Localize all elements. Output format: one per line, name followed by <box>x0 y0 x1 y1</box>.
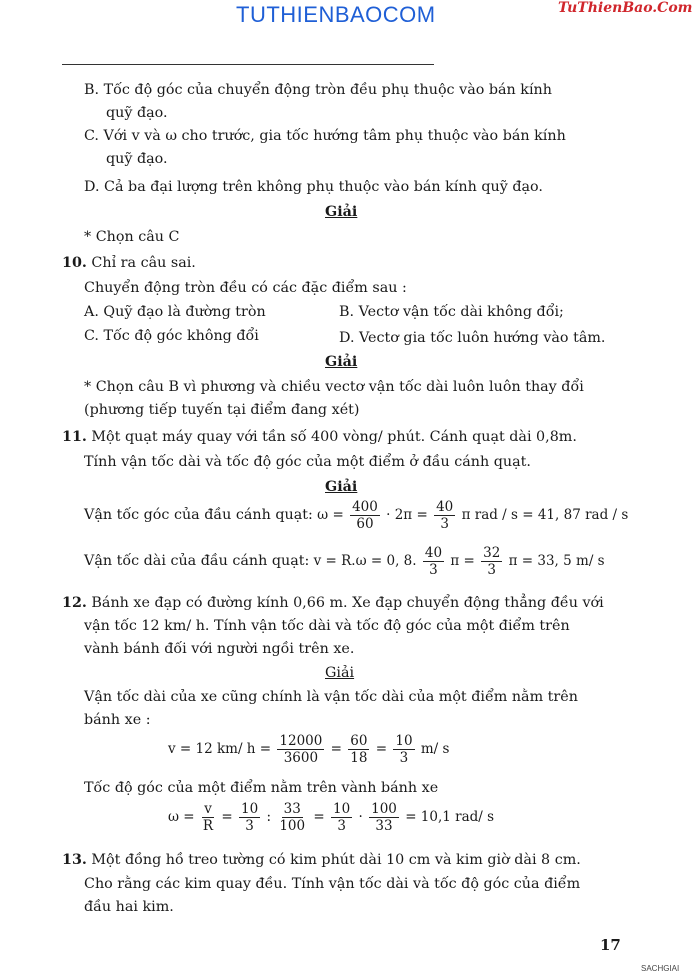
q11-eq2-fraction2 <box>481 545 502 578</box>
q13-line2: Cho rằng các kim quay đều. Tính vận tốc dài và tốc độ góc của điểm <box>84 876 581 892</box>
q10-title-text: Chỉ ra câu sai. <box>91 255 196 271</box>
q12-solution-heading: Giải <box>325 665 355 681</box>
q12-eq1-fraction1 <box>277 733 324 766</box>
q12-line1 <box>62 593 604 613</box>
denominator: 18 <box>350 750 368 766</box>
page-number: 17 <box>600 936 621 954</box>
q12-line1-text: Bánh xe đạp có đường kính 0,66 m. Xe đạp chuyển động thẳng đều với <box>91 595 604 611</box>
denominator: 3 <box>337 818 346 834</box>
denominator: 33 <box>375 818 393 834</box>
q12-eq1-fraction3 <box>393 733 414 766</box>
q12-eq2-part6: = 10,1 rad/ s <box>405 809 495 825</box>
q10-number: 10. <box>62 255 87 271</box>
q12-eq1-part3: = <box>375 741 388 757</box>
q10-title <box>62 253 196 273</box>
q11-equation-angular <box>84 499 628 532</box>
denominator: 3 <box>399 750 409 766</box>
q11-line2: Tính vận tốc dài và tốc độ góc của một điểm ở đầu cánh quạt. <box>84 454 531 470</box>
q10-answer: * Chọn câu B vì phương và chiều vectơ vận tốc dài luôn luôn thay đổi <box>84 379 584 395</box>
q9-option-b-cont: quỹ đạo. <box>106 105 168 121</box>
q10-stem: Chuyển động tròn đều có các đặc điểm sau : <box>84 280 407 296</box>
q9-option-c: C. Với v và ω cho trước, gia tốc hướng tâm phụ thuộc vào bán kính <box>84 128 566 144</box>
q12-eq2-part3: : <box>266 809 272 825</box>
watermark-logo: SACHGIAI <box>641 964 680 973</box>
q11-eq2-part3: π = 33, 5 m/ s <box>508 553 605 569</box>
q13-line3: đầu hai kim. <box>84 899 174 915</box>
q10-option-d: D. Vectơ gia tốc luôn hướng vào tâm. <box>339 330 606 346</box>
header-divider <box>62 64 434 65</box>
q11-eq2-part2: π = <box>450 553 475 569</box>
denominator: 3 <box>429 562 438 578</box>
q12-eq1-part2: = <box>330 741 342 757</box>
q12-eq2-fraction2 <box>239 801 260 834</box>
q12-eq1-fraction2 <box>348 733 369 766</box>
q9-answer: * Chọn câu C <box>84 229 180 245</box>
q12-number: 12. <box>62 595 87 611</box>
q12-eq1-part4: m/ s <box>420 741 450 757</box>
denominator: 3 <box>245 818 254 834</box>
numerator: 10 <box>241 801 259 817</box>
numerator: 60 <box>350 733 368 749</box>
numerator: 10 <box>333 801 351 817</box>
q13-number: 13. <box>62 852 87 868</box>
q11-eq1-fraction1 <box>350 499 380 532</box>
q12-eq1-part1: v = 12 km/ h = <box>168 741 272 757</box>
q12-line2: vận tốc 12 km/ h. Tính vận tốc dài và tốc độ góc của một điểm trên <box>84 618 570 634</box>
q12-eq2-part5: · <box>358 809 363 825</box>
q12-eq2-fraction3 <box>277 801 307 834</box>
q11-eq1-part1: ω = <box>317 507 344 523</box>
numerator: 12000 <box>279 733 323 749</box>
denominator: R <box>202 818 214 834</box>
q13-line1-text: Một đồng hồ treo tường có kim phút dài 10 cm và kim giờ dài 8 cm. <box>91 852 581 868</box>
q12-eq2-fraction1 <box>201 801 215 834</box>
site-logo: TuThienBao.Com <box>558 0 693 16</box>
q10-option-c: C. Tốc độ góc không đổi <box>84 328 259 344</box>
numerator: v <box>204 801 212 817</box>
numerator: 33 <box>283 801 301 817</box>
q10-solution-heading: Giải <box>325 354 358 370</box>
denominator: 3 <box>487 562 497 578</box>
q12-eq2-fraction5 <box>369 801 399 834</box>
numerator: 32 <box>483 545 501 561</box>
q10-answer-cont: (phương tiếp tuyến tại điểm đang xét) <box>84 402 360 418</box>
q11-eq2-part1: v = R.ω = 0, 8. <box>313 553 417 569</box>
q11-eq1-label: Vận tốc góc của đầu cánh quạt: <box>84 507 313 523</box>
q12-eq2-part2: = <box>221 809 233 825</box>
q12-text1: Vận tốc dài của xe cũng chính là vận tốc dài của một điểm nằm trên <box>84 689 578 705</box>
q12-line3: vành bánh đối với người ngồi trên xe. <box>84 641 355 657</box>
q11-eq2-label: Vận tốc dài của đầu cánh quạt: <box>84 553 310 569</box>
numerator: 100 <box>371 801 397 817</box>
q11-line1 <box>62 427 577 447</box>
q11-eq1-fraction2 <box>434 499 455 532</box>
q9-option-d: D. Cả ba đại lượng trên không phụ thuộc vào bán kính quỹ đạo. <box>84 179 543 195</box>
q10-option-a: A. Quỹ đạo là đường tròn <box>84 304 266 320</box>
q11-equation-linear <box>84 545 605 578</box>
numerator: 400 <box>352 499 378 515</box>
numerator: 40 <box>424 545 443 561</box>
q12-eq2-part4: = <box>313 809 325 825</box>
q11-line1-text: Một quạt máy quay với tần số 400 vòng/ phút. Cánh quạt dài 0,8m. <box>91 429 577 445</box>
q11-number: 11. <box>62 429 87 445</box>
q11-eq1-part2: · 2π = <box>386 507 428 523</box>
numerator: 40 <box>436 499 454 515</box>
q12-equation-angular <box>168 801 494 834</box>
denominator: 3 <box>440 516 449 532</box>
q12-text2: bánh xe : <box>84 712 151 728</box>
denominator: 3600 <box>283 750 319 766</box>
q12-text3: Tốc độ góc của một điểm nằm trên vành bánh xe <box>84 780 439 796</box>
q11-eq2-fraction1 <box>423 545 444 578</box>
q9-option-c-cont: quỹ đạo. <box>106 151 168 167</box>
denominator: 100 <box>279 818 306 834</box>
q12-eq2-part1: ω = <box>168 809 195 825</box>
denominator: 60 <box>356 516 374 532</box>
q10-option-b: B. Vectơ vận tốc dài không đổi; <box>339 304 564 320</box>
site-brand: TUTHIENBAOCOM <box>236 2 436 27</box>
q11-eq1-part3: π rad / s = 41, 87 rad / s <box>461 507 629 523</box>
q9-solution-heading: Giải <box>325 204 358 220</box>
q11-solution-heading: Giải <box>325 479 358 495</box>
q13-line1 <box>62 850 581 870</box>
numerator: 10 <box>395 733 413 749</box>
q12-eq2-fraction4 <box>331 801 352 834</box>
q9-option-b: B. Tốc độ góc của chuyển động tròn đều phụ thuộc vào bán kính <box>84 82 552 98</box>
q12-equation-velocity <box>168 733 449 766</box>
